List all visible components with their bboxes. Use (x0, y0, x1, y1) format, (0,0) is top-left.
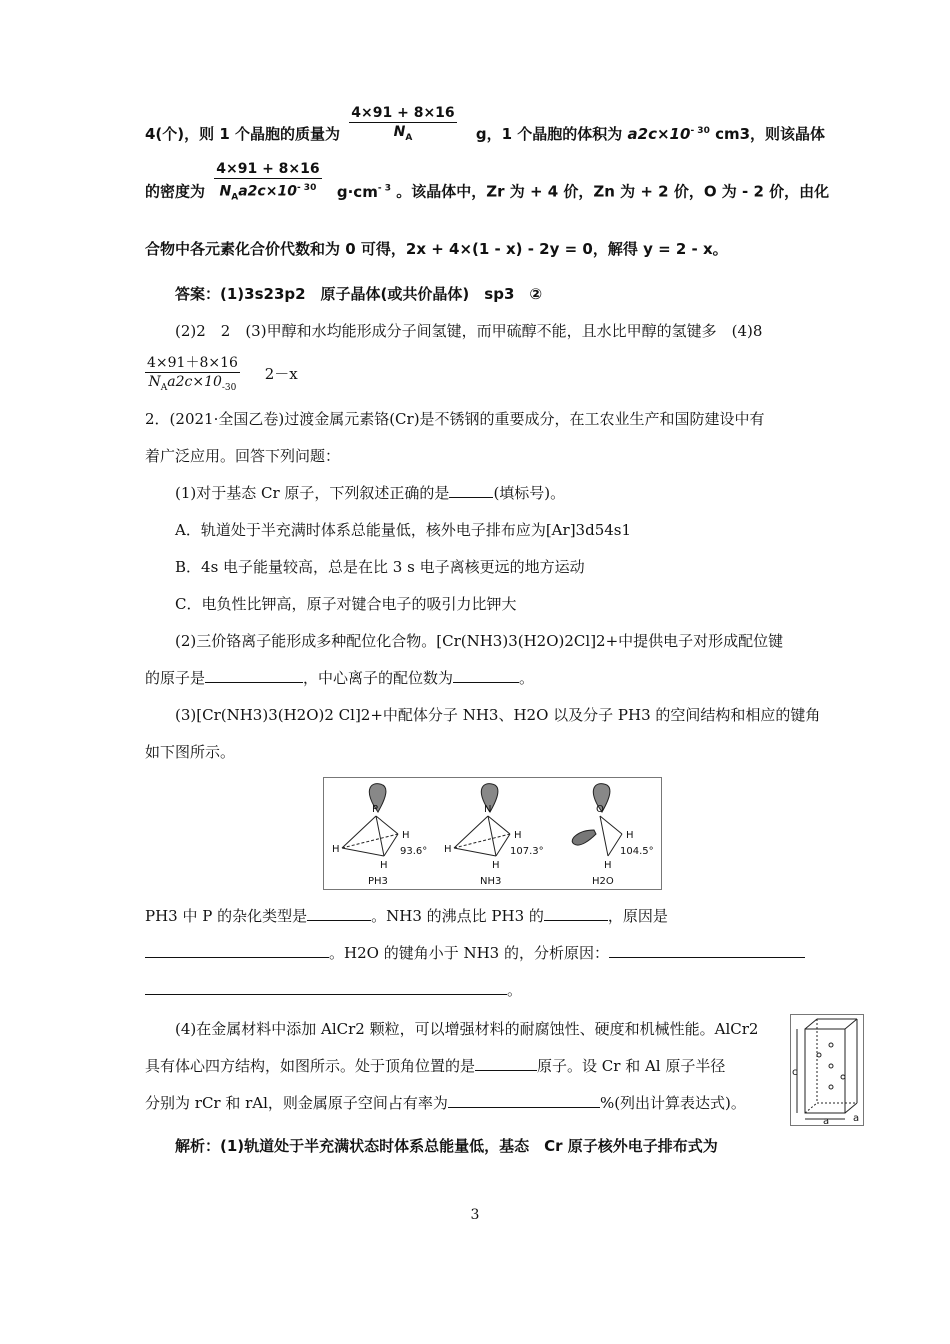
answer-blank[interactable] (145, 943, 329, 958)
svg-text:104.5°: 104.5° (620, 846, 654, 857)
svg-text:H: H (492, 860, 500, 871)
svg-text:H2O: H2O (592, 876, 614, 887)
answer-blank[interactable] (609, 943, 805, 958)
text: 。 (519, 669, 535, 687)
denominator: $N_A$ (393, 124, 413, 143)
q2-part2-cont (145, 668, 810, 688)
svg-text:H: H (604, 860, 612, 871)
text: ，原因是 (607, 907, 668, 925)
answer-blank[interactable] (307, 906, 371, 921)
text: ，中心离子的配位数为 (303, 669, 454, 687)
option-b: B．4s 电子能量较高，总是在比 3 s 电子离核更远的地方运动 (175, 558, 585, 576)
option-c: C．电负性比钾高，原子对键合电子的吸引力比钾大 (175, 595, 517, 613)
molecule-diagram (324, 778, 661, 889)
answer-line: 答案：(1)3s23p2 原子晶体(或共价晶体) sp3 ② (175, 285, 543, 303)
svg-text:N: N (484, 804, 492, 815)
q2-part1 (175, 483, 810, 503)
line-3: 合物中各元素化合价代数和为 0 可得，2x + 4×(1 - x) - 2y = 0，解得 y = 2 - x。 (145, 240, 728, 258)
text: 。H2O 的键角小于 NH3 的，分析原因： (329, 944, 609, 962)
fraction (145, 354, 240, 397)
q2-part4: (4)在金属材料中添加 AlCr2 颗粒，可以增强材料的耐腐蚀性、硬度和机械性能。AlCr2 (175, 1020, 759, 1038)
option-a: A．轨道处于半充满时体系总能量低，核外电子排布应为[Ar]3d54s1 (175, 521, 632, 539)
svg-text:PH3: PH3 (368, 876, 388, 887)
text: 的原子是 (145, 669, 206, 687)
svg-text:107.3°: 107.3° (510, 846, 544, 857)
answer-blank[interactable] (448, 1093, 600, 1108)
fraction (349, 104, 456, 147)
text: 原子。设 Cr 和 Al 原子半径 (537, 1057, 726, 1075)
denominator: $N_Aa2c\times 10_{-30}$ (148, 374, 237, 393)
q2-part3: (3)[Cr(NH3)3(H2O)2 Cl]2+中配体分子 NH3、H2O 以及分子 PH3 的空间结构和相应的键角 (175, 706, 821, 724)
fraction (214, 160, 321, 206)
answer-line-3 (145, 354, 810, 397)
answer-line-2: (2)2 2 (3)甲醇和水均能形成分子间氢键，而甲硫醇不能，且水比甲醇的氢键多 (4)8 (175, 322, 763, 340)
svg-text:NH3: NH3 (480, 876, 502, 887)
numerator: 4×91＋8×16 (147, 355, 238, 371)
q2-part3-question-2 (145, 943, 810, 963)
answer-blank[interactable] (544, 906, 608, 921)
svg-text:H: H (332, 844, 340, 855)
analysis-line: 解析：(1)轨道处于半充满状态时体系总能量低，基态 Cr 原子核外电子排布式为 (175, 1137, 718, 1155)
numerator: 4×91 + 8×16 (351, 105, 455, 122)
text: a2c×10 (627, 125, 691, 143)
svg-text:93.6°: 93.6° (400, 846, 428, 857)
q2-part3-question (145, 906, 810, 926)
text: g·cm (336, 182, 378, 201)
q2-part2: (2)三价铬离子能形成多种配位化合物。[Cr(NH3)3(H2O)2Cl]2+中提供电子对形成配位键 (175, 632, 784, 650)
answer-blank[interactable] (205, 668, 303, 683)
text: (填标号)。 (493, 484, 566, 502)
svg-text:c: c (792, 1067, 798, 1078)
svg-text:H: H (380, 860, 388, 871)
text: cm3，则该晶体 (715, 125, 826, 143)
svg-text:P: P (372, 804, 379, 815)
question-2: 2．(2021·全国乙卷)过渡金属元素铬(Cr)是不锈钢的重要成分，在工农业生产和国防建设中有 (145, 410, 765, 428)
answer-blank[interactable] (453, 668, 519, 683)
crystal-structure-figure (790, 1014, 864, 1126)
question-2-cont: 着广泛应用。回答下列问题： (145, 447, 341, 465)
molecule-figure (323, 777, 662, 890)
text: g，1 个晶胞的体积为 (475, 125, 623, 143)
answer-blank[interactable] (475, 1056, 537, 1071)
text: 的密度为 (145, 182, 206, 201)
molecule-nh3 (444, 784, 544, 887)
q2-part4-cont (145, 1056, 780, 1076)
answer-blank[interactable] (449, 483, 493, 498)
q2-part4-cont-2 (145, 1093, 780, 1113)
q2-part3-cont: 如下图所示。 (145, 743, 236, 761)
text: 4(个)，则 1 个晶胞的质量为 (145, 125, 341, 143)
svg-text:H: H (402, 830, 410, 841)
numerator: 4×91 + 8×16 (216, 161, 320, 177)
molecule-ph3 (332, 784, 427, 887)
page-number: 3 (470, 1207, 480, 1223)
molecule-h2o (572, 784, 653, 887)
text: 。 (507, 981, 523, 999)
svg-text:O: O (596, 804, 604, 815)
text: 分别为 rCr 和 rAl，则金属原子空间占有率为 (145, 1094, 448, 1112)
answer-blank[interactable] (145, 980, 507, 995)
alcr2-unit-cell (791, 1015, 863, 1125)
svg-text:H: H (626, 830, 634, 841)
svg-text:H: H (444, 844, 452, 855)
svg-text:H: H (514, 830, 522, 841)
text: (1)对于基态 Cr 原子，下列叙述正确的是 (175, 484, 450, 502)
svg-text:a: a (853, 1113, 860, 1124)
line-1: 4(个)，则 1 个晶胞的质量为 $\frac{4\times 91 + 8\times 16}{N_A}$ g，1 个晶胞的体积为 $a2c\times 10^{- 30}$ cm3，则该晶体 (145, 121, 810, 147)
text: 具有体心四方结构，如图所示。处于顶角位置的是 (145, 1057, 476, 1075)
text: 2－x (264, 365, 298, 384)
q2-part3-question-3 (145, 980, 810, 1000)
text: 。该晶体中，Zr 为 + 4 价，Zn 为 + 2 价，O 为 - 2 价，由化 (396, 182, 830, 201)
line-2: 的密度为 $\frac{4\times 91 + 8\times 16}{N_Aa2c\times 10^{- 30}}$ $g\cdot cm^{- 3}$ 。该晶体中，Zr 为 + 4 价，Zn 为 + 2 价，O 为 - 2 价，由化 (145, 178, 810, 206)
text: %(列出计算表达式)。 (599, 1094, 746, 1112)
svg-text:a: a (823, 1116, 830, 1125)
text: 。NH3 的沸点比 PH3 的 (371, 907, 544, 925)
text: PH3 中 P 的杂化类型是 (145, 907, 308, 925)
denominator: $N_Aa2c\times 10^{- 30}$ (219, 183, 317, 203)
